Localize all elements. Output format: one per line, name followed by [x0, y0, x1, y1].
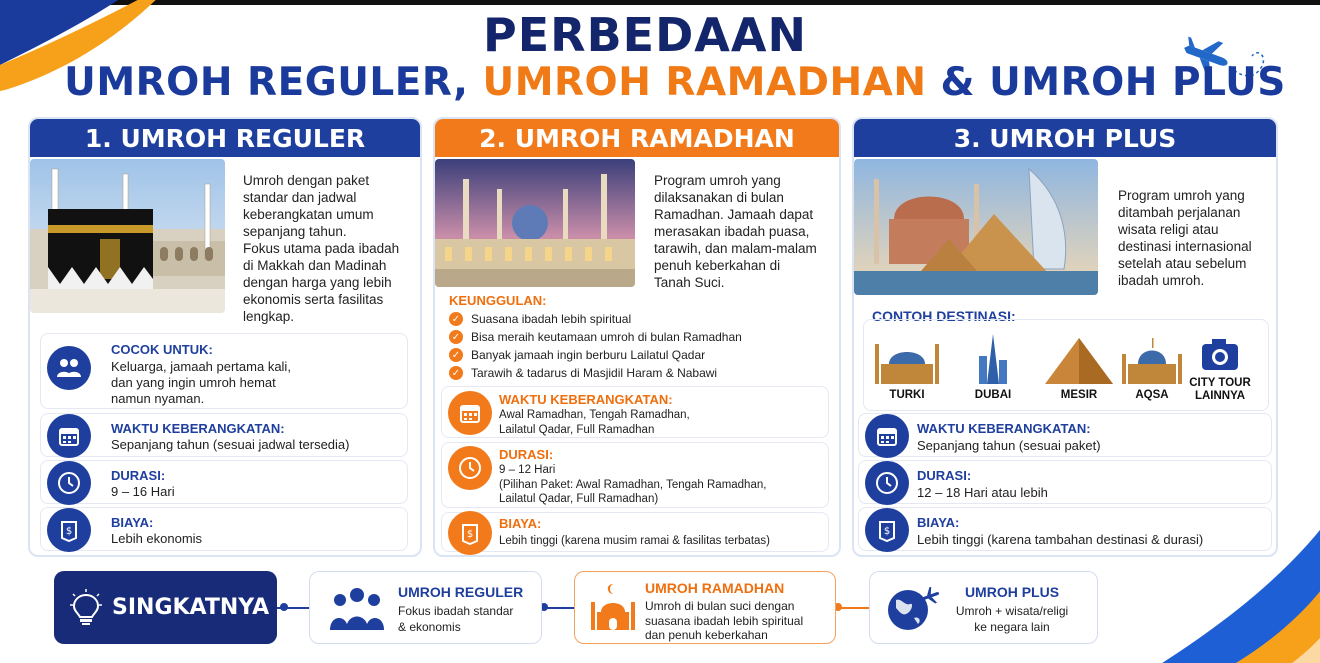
info-text [111, 359, 291, 407]
desc-line: Program umroh yang [1118, 188, 1245, 203]
camera-icon [1182, 334, 1258, 374]
info-text: Sepanjang tahun (sesuai jadwal tersedia) [111, 437, 350, 452]
page-title-line1: PERBEDAAN [483, 8, 807, 62]
desc-line: penuh keberkahan di [654, 258, 781, 273]
info-row-waktu [40, 413, 408, 457]
destination-label-line: CITY TOUR [1189, 377, 1251, 389]
summary-plus [869, 571, 1098, 644]
summary-text [952, 603, 1072, 635]
summary-line: Fokus ibadah standar [398, 604, 514, 618]
info-text: Sepanjang tahun (sesuai paket) [917, 438, 1101, 453]
info-line: dan yang ingin umroh hemat [111, 375, 276, 390]
destination-city-tour [1180, 334, 1260, 403]
info-title: BIAYA: [111, 515, 154, 530]
check-icon: ✓ [449, 330, 463, 344]
desc-line: ditambah perjalanan [1118, 205, 1241, 220]
advantage-text: Suasana ibadah lebih spiritual [471, 312, 632, 326]
desc-line: wisata religi atau [1118, 222, 1219, 237]
kaaba-image [30, 159, 225, 313]
summary-line: Umroh di bulan suci dengan [645, 599, 795, 613]
clock-icon [865, 461, 909, 505]
advantage-item [449, 310, 742, 328]
desc-line: destinasi internasional [1118, 239, 1252, 254]
desc-line: standar dan jadwal [243, 190, 357, 205]
info-text: Lebih tinggi (karena musim ramai & fasilitas terbatas) [499, 535, 771, 547]
info-text [499, 408, 690, 437]
mosque-icon [869, 334, 945, 386]
destinations-box [863, 319, 1269, 411]
desc-line: ibadah umroh. [1118, 273, 1205, 288]
info-text: 12 – 18 Hari atau lebih [917, 485, 1048, 500]
check-icon: ✓ [449, 312, 463, 326]
desc-line: setelah atau sebelum [1118, 256, 1247, 271]
advantage-item [449, 346, 742, 364]
info-row-durasi [40, 460, 408, 504]
card-header: 2. UMROH RAMADHAN [435, 119, 839, 157]
mosque-crescent-icon [587, 582, 639, 634]
info-row-durasi [858, 460, 1272, 504]
calendar-icon [865, 414, 909, 458]
title-ampersand: & [940, 60, 976, 105]
check-icon: ✓ [449, 348, 463, 362]
info-title: BIAYA: [499, 516, 542, 531]
destination-label: DUBAI [974, 389, 1012, 401]
clock-icon [47, 461, 91, 505]
summary-line: ke negara lain [974, 620, 1050, 634]
advantage-item [449, 364, 742, 382]
info-row-durasi [441, 442, 829, 508]
info-row-cocok-untuk [40, 333, 408, 409]
money-icon [865, 508, 909, 552]
info-text [499, 463, 766, 507]
desc-line: Fokus utama pada ibadah [243, 241, 400, 256]
desc-line: dengan harga yang lebih [243, 275, 392, 290]
advantages-list [449, 310, 742, 382]
card-header: 1. UMROH REGULER [30, 119, 420, 157]
destination-turki [867, 334, 947, 402]
info-row-waktu [441, 386, 829, 438]
desc-line: Program umroh yang [654, 173, 781, 188]
advantage-text: Bisa meraih keutamaan umroh di bulan Ramadhan [471, 330, 742, 344]
connector-dot [280, 603, 288, 611]
desc-line: lengkap. [243, 309, 295, 324]
mosque-image [435, 159, 635, 287]
desc-line: keberangkatan umum [243, 207, 374, 222]
clock-icon [448, 446, 492, 490]
destination-label: TURKI [889, 389, 925, 401]
summary-reguler [309, 571, 542, 644]
destination-dubai [953, 334, 1033, 402]
dome-icon [1114, 334, 1190, 386]
destination-label: MESIR [1060, 389, 1098, 401]
info-row-biaya [40, 507, 408, 551]
desc-line: tarawih, dan malam-malam [654, 241, 817, 256]
info-title: DURASI: [111, 468, 166, 483]
title-ramadhan: UMROH RAMADHAN [482, 60, 927, 105]
advantage-item [449, 328, 742, 346]
check-icon: ✓ [449, 366, 463, 380]
summary-line: & ekonomis [398, 620, 461, 634]
card-umroh-reguler [28, 117, 422, 557]
desc-line: Umroh dengan paket [243, 173, 370, 188]
money-icon [448, 511, 492, 555]
desc-line: Tanah Suci. [654, 275, 725, 290]
card-description [243, 172, 399, 325]
lightbulb-icon [68, 589, 104, 627]
info-row-biaya [441, 512, 829, 552]
info-title: DURASI: [917, 468, 972, 483]
svg-text:$: $ [65, 526, 73, 537]
summary-title: UMROH PLUS [964, 584, 1060, 600]
info-line: namun nyaman. [111, 391, 205, 406]
info-title: WAKTU KEBERANGKATAN: [111, 421, 285, 436]
info-text: Lebih ekonomis [111, 531, 203, 546]
info-line: Awal Ramadhan, Tengah Ramadhan, [499, 409, 690, 421]
summary-line: dan penuh keberkahan [645, 628, 768, 642]
info-line: Lailatul Qadar, Full Ramadhan) [499, 493, 659, 505]
advantages-title: KEUNGGULAN: [449, 293, 547, 308]
summary-line: Umroh + wisata/religi [955, 604, 1069, 618]
calendar-icon [448, 391, 492, 435]
title-reguler: UMROH REGULER, [64, 60, 469, 105]
info-line: 9 – 12 Hari [499, 464, 556, 476]
destination-label [1180, 377, 1260, 403]
top-border [0, 0, 1320, 5]
page-title-line2 [0, 60, 1320, 105]
info-title: WAKTU KEBERANGKATAN: [917, 421, 1091, 436]
summary-label: SINGKATNYA [112, 595, 270, 620]
card-umroh-ramadhan [433, 117, 841, 557]
summary-text [398, 603, 513, 635]
summary-title: UMROH RAMADHAN [645, 580, 785, 596]
info-title: COCOK UNTUK: [111, 342, 213, 357]
summary-title: UMROH REGULER [398, 584, 524, 600]
people-group-icon [330, 586, 384, 632]
desc-line: di Makkah dan Madinah [243, 258, 387, 273]
card-description [654, 172, 817, 291]
destination-label: AQSA [1135, 389, 1169, 401]
advantage-text: Tarawih & tadarus di Masjidil Haram & Nabawi [471, 366, 718, 380]
info-row-biaya [858, 507, 1272, 551]
svg-text:$: $ [466, 529, 474, 540]
info-line: Lailatul Qadar, Full Ramadhan [499, 423, 655, 436]
card-umroh-plus [852, 117, 1278, 557]
destinations-title: CONTOH DESTINASI: [872, 308, 1016, 324]
destination-mesir [1039, 334, 1119, 402]
title-plus: UMROH PLUS [989, 60, 1286, 105]
desc-line: sepanjang tahun. [243, 224, 347, 239]
money-icon [47, 508, 91, 552]
svg-text:$: $ [883, 526, 891, 537]
card-header: 3. UMROH PLUS [854, 119, 1276, 157]
info-line: (Pilihan Paket: Awal Ramadhan, Tengah Ramadhan, [499, 478, 767, 491]
info-row-waktu [858, 413, 1272, 457]
info-text: 9 – 16 Hari [111, 484, 175, 499]
info-title: WAKTU KEBERANGKATAN: [499, 392, 673, 407]
info-text: Lebih tinggi (karena tambahan destinasi & durasi) [917, 532, 1204, 547]
globe-plane-icon [884, 584, 940, 634]
desc-line: ekonomis serta fasilitas [243, 292, 384, 307]
destination-label-line: LAINNYA [1194, 390, 1246, 402]
pyramid-icon [1041, 334, 1117, 386]
summary-label-box [54, 571, 277, 644]
card-description [1118, 187, 1252, 289]
info-line: Keluarga, jamaah pertama kali, [111, 359, 291, 374]
skyscraper-icon [955, 334, 1031, 386]
summary-ramadhan [574, 571, 836, 644]
desc-line: merasakan ibadah puasa, [654, 224, 810, 239]
info-title: DURASI: [499, 447, 554, 462]
destinations-collage-image [854, 159, 1098, 295]
summary-text [645, 599, 803, 643]
info-title: BIAYA: [917, 515, 960, 530]
summary-line: suasana ibadah lebih spiritual [645, 613, 804, 628]
desc-line: dilaksanakan di bulan [654, 190, 784, 205]
desc-line: Ramadhan. Jamaah dapat [654, 207, 814, 222]
calendar-icon [47, 414, 91, 458]
advantage-text: Banyak jamaah ingin berburu Lailatul Qadar [471, 348, 706, 362]
people-icon [47, 346, 91, 390]
